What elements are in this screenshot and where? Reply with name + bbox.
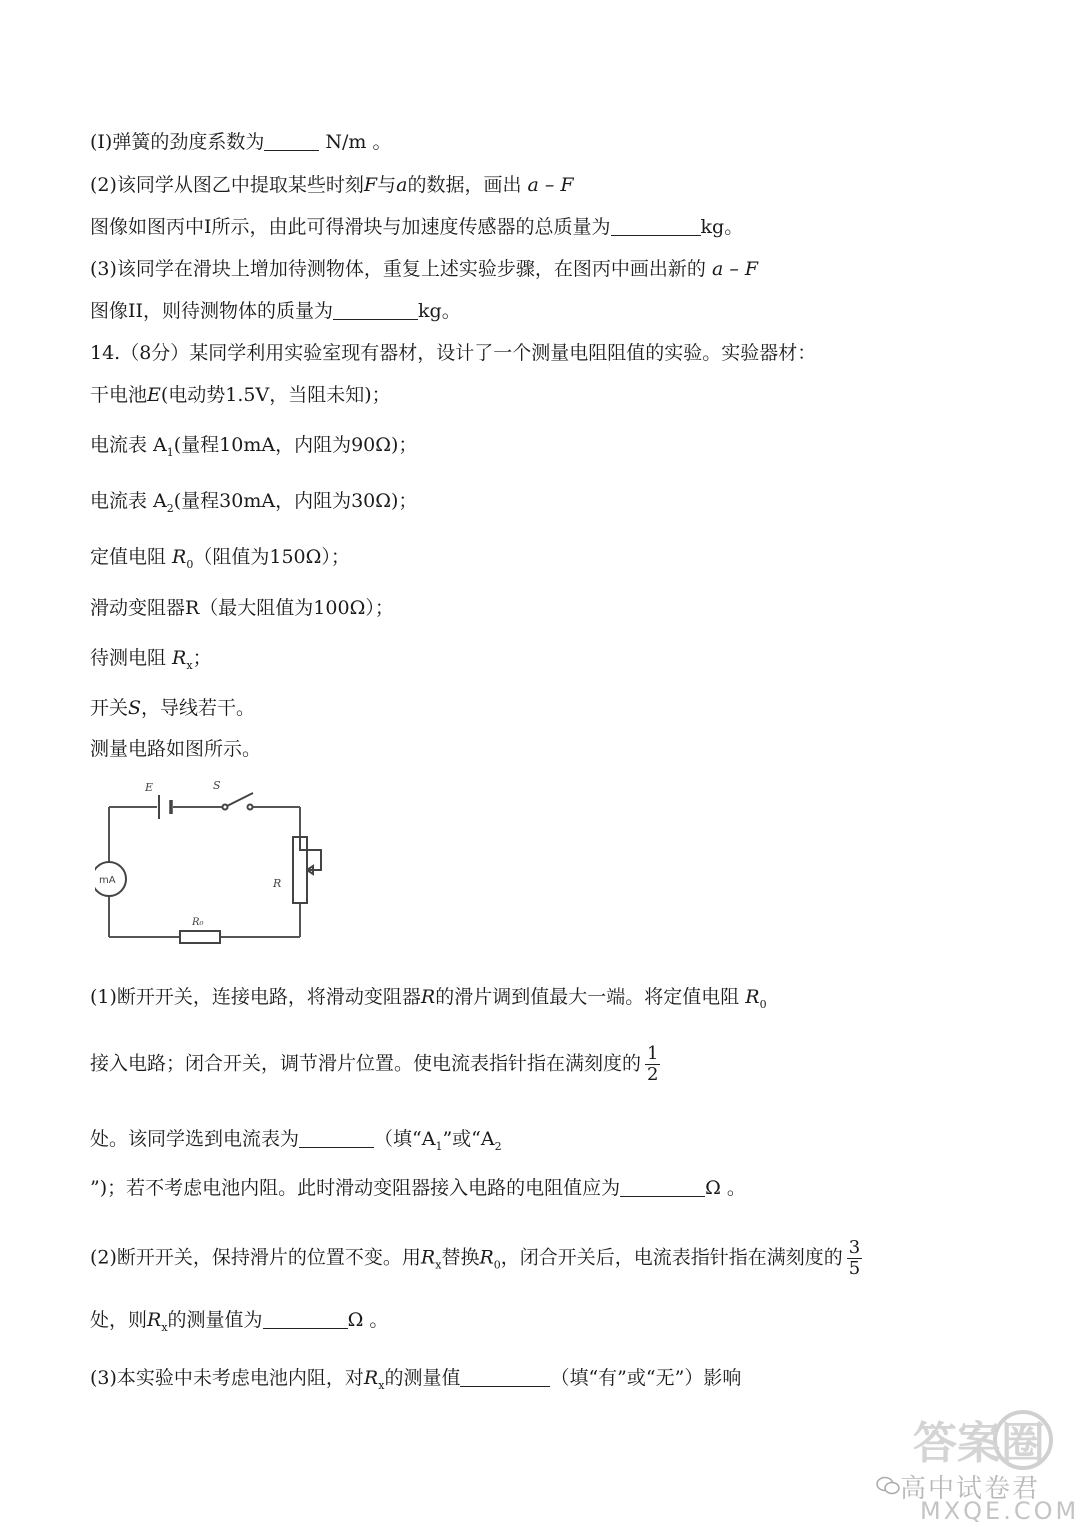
answer-blank [620,1176,705,1197]
equipment-rheostat: 滑动变阻器R（最大阻值为100Ω）； [90,597,394,619]
ammeter-label: mA [99,875,116,886]
rheostat-symbol [293,837,321,903]
step2-line2: 处，则$R_x$的测量值为 Ω 。 [90,1309,389,1334]
q13-part2-line2: 图像如图丙中I所示，由此可得滑块与加速度传感器的总质量为 kg。 [90,216,744,238]
q13-part3-line2: 图像II，则待测物体的质量为 kg。 [90,300,461,322]
q14-header: 14.（8分）某同学利用实验室现有器材，设计了一个测量电阻阻值的实验。实验器材： [90,342,817,364]
step1-line2: 接入电路；闭合开关，调节滑片位置。使电流表指针指在满刻度的 $\frac{1}{2}$ [90,1043,659,1085]
switch-symbol [223,793,254,810]
watermark-text: 高中试卷君 [900,1474,1041,1504]
step3-line1: (3)本实验中未考虑电池内阻，对$R_x$的测量值 （填“有”或“无”）影响 [90,1367,742,1392]
fraction-three-fifths: $\frac{3}{5}$ [848,1237,861,1279]
q13-part1: (I)弹簧的劲度系数为 N/m 。 [90,131,392,153]
step1-line1: (1)断开开关，连接电路，将滑动变阻器R的滑片调到值最大一端。将定值电阻 $R_0$ [90,986,767,1011]
battery-symbol [159,795,171,819]
equipment-ammeter-a2: 电流表 $A_2$(量程30mA，内阻为30Ω)； [90,490,418,515]
equipment-switch: 开关S，导线若干。 [90,697,256,719]
circuit-diagram [95,775,335,950]
equipment-unknown-resistor: 待测电阻 $R_x$； [90,647,212,672]
rheostat-label: R [273,877,282,890]
equipment-fixed-resistor: 定值电阻 $R_0$（阻值为150Ω）； [90,546,350,571]
svg-text:答案圈: 答案圈 [913,1418,1045,1469]
circuit-intro: 测量电路如图所示。 [90,738,262,760]
step2-line1: (2)断开开关，保持滑片的位置不变。用$R_x$替换$R_0$，闭合开关后，电流表指针指在满刻度的 $\frac{3}{5}$ [90,1237,861,1279]
step1-line4: ”)；若不考虑电池内阻。此时滑动变阻器接入电路的电阻值应为 Ω 。 [90,1177,746,1199]
answer-blank [299,1127,374,1148]
battery-label: E [145,781,154,794]
q13-part2-line1: (2)该同学从图乙中提取某些时刻F与a的数据，画出 a – F [90,174,574,196]
fixed-resistor-symbol [180,931,220,943]
answer-blank [611,215,701,236]
fixed-resistor-label: R₀ [192,917,204,928]
watermark-site: MXQE.COM [920,1497,1080,1525]
switch-label: S [213,779,221,792]
answer-blank [333,299,418,320]
step1-line3: 处。该同学选到电流表为 （填“$A_1$”或“$A_2$ [90,1128,502,1153]
fraction-one-half: $\frac{1}{2}$ [647,1043,659,1085]
answer-blank [460,1366,550,1387]
q13-part3-line1: (3)该同学在滑块上增加待测物体，重复上述实验步骤，在图丙中画出新的 a – F [90,258,759,280]
answer-blank [264,130,319,151]
wechat-icon [876,1476,900,1496]
equipment-battery: 干电池E(电动势1.5V，当阻未知)； [90,384,391,406]
answer-blank [263,1308,348,1329]
equipment-ammeter-a1: 电流表 $A_1$(量程10mA，内阻为90Ω)； [90,434,418,459]
